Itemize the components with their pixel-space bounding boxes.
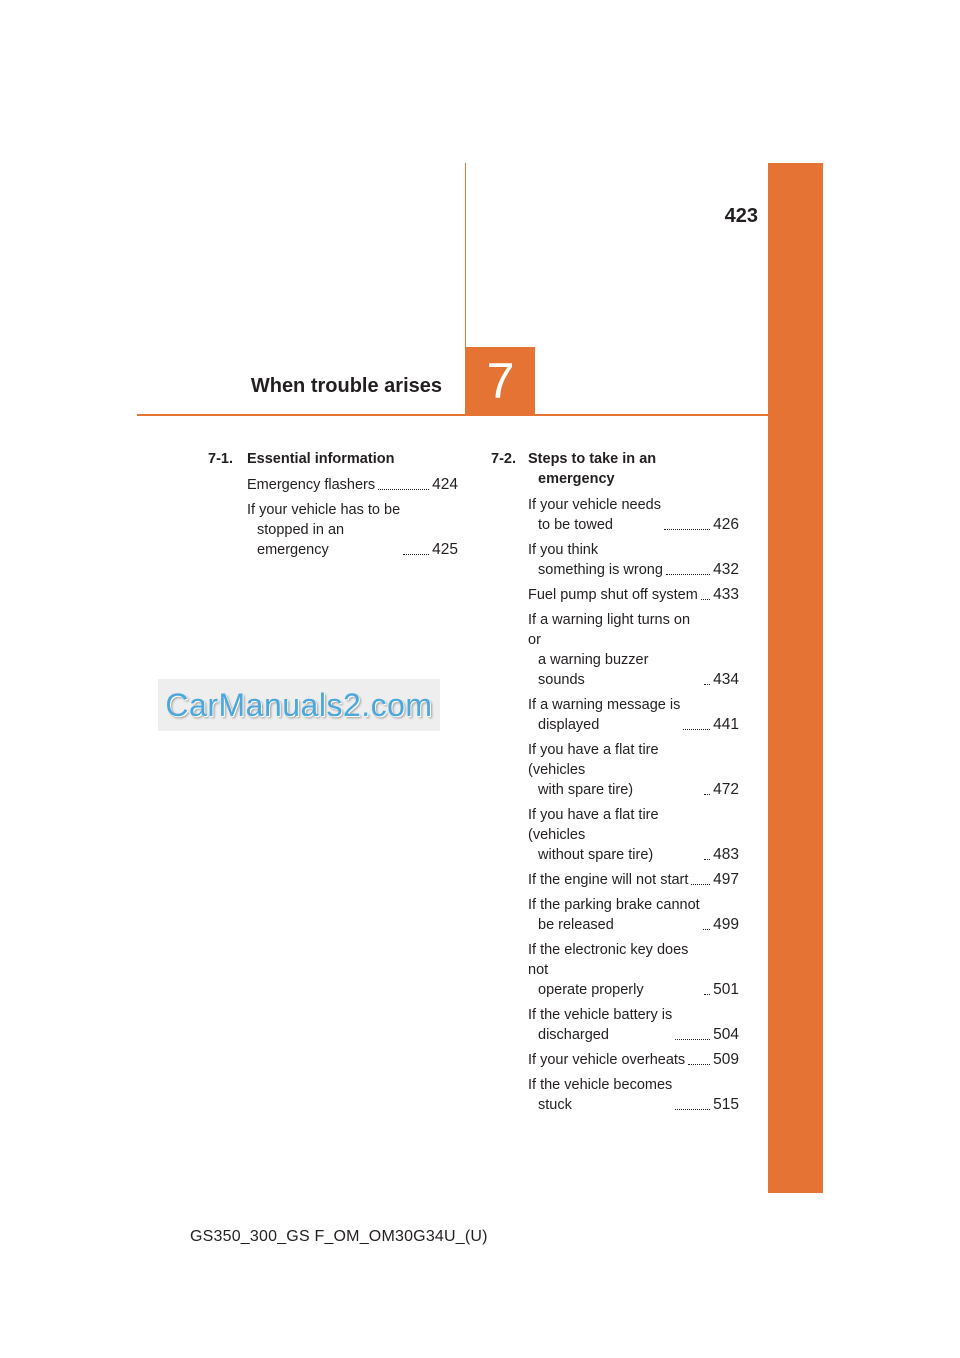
toc-entry[interactable] [528, 585, 739, 605]
toc-entry-title-line: If a warning light turns on or [528, 612, 691, 648]
toc-entry-title-line: Emergency flashers [247, 477, 376, 493]
toc-entry-title [528, 870, 688, 890]
toc-entry-title-line: with spare tire) [538, 782, 634, 798]
toc-entry[interactable] [247, 500, 458, 560]
dot-leader [675, 1108, 710, 1110]
toc-entry-title [528, 895, 700, 935]
dot-leader [664, 528, 710, 530]
toc-entry-page-number: 433 [713, 586, 739, 603]
dot-leader [691, 883, 710, 885]
toc-entry[interactable] [528, 540, 739, 580]
toc-entry[interactable] [528, 895, 739, 935]
toc-entry-title-line: If your vehicle overheats [528, 1052, 686, 1068]
toc-entry-list [208, 475, 458, 560]
chapter-side-tab [768, 163, 823, 1193]
toc-entry-title [528, 1075, 672, 1115]
toc-entry-title [528, 585, 698, 605]
toc-entry[interactable] [528, 695, 739, 735]
toc-entry-title-line: If the vehicle becomes [528, 1077, 673, 1093]
toc-entry-title-line: a warning buzzer [538, 652, 649, 668]
toc-entry-page-number: 515 [713, 1096, 739, 1113]
dot-leader [704, 683, 710, 685]
toc-entry-title-line: to be towed [538, 517, 613, 533]
toc-entry[interactable] [528, 940, 739, 1000]
toc-entry-title-line: something is wrong [538, 562, 663, 578]
toc-entry-title-line: If the engine will not start [528, 872, 689, 888]
section-heading-line: Essential information [247, 451, 395, 467]
toc-entry-title-line: If your vehicle needs [528, 497, 661, 513]
toc-entry-title-line: stuck [538, 1097, 572, 1113]
toc-entry[interactable] [528, 1005, 739, 1045]
toc-entry-title-line: discharged [538, 1027, 609, 1043]
dot-leader [701, 598, 710, 600]
section-heading [208, 449, 458, 469]
dot-leader [683, 728, 710, 730]
dot-leader [675, 1038, 710, 1040]
watermark-logo [158, 679, 440, 731]
dot-leader [704, 858, 710, 860]
toc-entry-title-line: stopped in an [257, 522, 345, 538]
toc-section-7-2 [491, 449, 739, 1120]
toc-entry-title-line: be released [538, 917, 614, 933]
toc-entry-title [528, 610, 701, 690]
toc-entry[interactable] [528, 870, 739, 890]
toc-entry[interactable] [528, 1075, 739, 1115]
toc-entry-title [528, 740, 701, 800]
toc-entry-title-line: emergency [257, 542, 329, 558]
section-heading-line: emergency [538, 471, 615, 487]
toc-entry-title-line: If your vehicle has to be [247, 502, 401, 518]
dot-leader [403, 553, 429, 555]
header-horizontal-rule [137, 414, 768, 416]
toc-entry-title [528, 495, 661, 535]
toc-entry-page-number: 441 [713, 716, 739, 733]
toc-entry-page-number: 483 [713, 846, 739, 863]
dot-leader [704, 793, 710, 795]
toc-entry-page-number: 497 [713, 871, 739, 888]
toc-entry-page-number: 504 [713, 1026, 739, 1043]
toc-entry-page-number: 425 [432, 541, 458, 558]
dot-leader [688, 1063, 710, 1065]
toc-entry-page-number: 472 [713, 781, 739, 798]
watermark-text: CarManuals2.com [165, 686, 433, 723]
dot-leader [703, 928, 710, 930]
toc-entry-page-number: 434 [713, 671, 739, 688]
toc-entry[interactable] [528, 610, 739, 690]
dot-leader [666, 573, 710, 575]
toc-entry-title-line: If you have a flat tire (vehicles [528, 742, 659, 778]
toc-entry-page-number: 509 [713, 1051, 739, 1068]
toc-entry[interactable] [247, 475, 458, 495]
toc-entry[interactable] [528, 740, 739, 800]
section-heading-line: Steps to take in an [528, 451, 657, 467]
footer-document-code: GS350_300_GS F_OM_OM30G34U_(U) [190, 1228, 488, 1245]
toc-entry-title-line: Fuel pump shut off system [528, 587, 698, 603]
toc-entry-title-line: without spare tire) [538, 847, 654, 863]
dot-leader [378, 488, 429, 490]
toc-entry-title [247, 500, 400, 560]
toc-entry-page-number: 501 [713, 981, 739, 998]
chapter-number-box [466, 347, 535, 415]
toc-entry-title-line: If you have a flat tire (vehicles [528, 807, 659, 843]
toc-entry[interactable] [528, 495, 739, 535]
chapter-title: When trouble arises [250, 375, 442, 397]
toc-entry-title-line: sounds [538, 672, 585, 688]
toc-entry-title [528, 1005, 672, 1045]
toc-entry-list [491, 495, 739, 1115]
toc-entry-page-number: 432 [713, 561, 739, 578]
toc-entry-page-number: 499 [713, 916, 739, 933]
toc-entry-title [528, 805, 701, 865]
toc-entry-title [528, 940, 701, 1000]
section-number: 7-1. [208, 451, 233, 467]
toc-entry-page-number: 424 [432, 476, 458, 493]
section-heading [491, 449, 739, 489]
page-number: 423 [724, 205, 758, 227]
toc-entry[interactable] [528, 1050, 739, 1070]
toc-entry-title [247, 475, 375, 495]
toc-entry-title [528, 1050, 685, 1070]
toc-entry-page-number: 426 [713, 516, 739, 533]
toc-entry-title [528, 540, 663, 580]
toc-entry-title-line: If a warning message is [528, 697, 681, 713]
toc-entry-title-line: If you think [528, 542, 599, 558]
toc-entry-title-line: If the parking brake cannot [528, 897, 700, 913]
section-number: 7-2. [491, 451, 516, 467]
toc-section-7-1 [208, 449, 458, 565]
toc-entry-title-line: displayed [538, 717, 600, 733]
toc-entry-title-line: If the vehicle battery is [528, 1007, 673, 1023]
dot-leader [704, 993, 710, 995]
toc-entry-title [528, 695, 680, 735]
toc-entry[interactable] [528, 805, 739, 865]
toc-entry-title-line: operate properly [538, 982, 644, 998]
toc-entry-title-line: If the electronic key does not [528, 942, 689, 978]
chapter-number: 7 [486, 353, 515, 409]
